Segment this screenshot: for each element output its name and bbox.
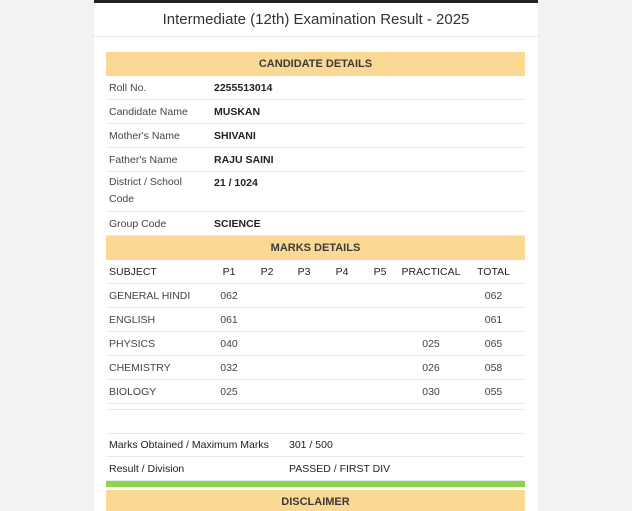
total-cell: 055 [484, 386, 503, 398]
roll-no-value: 2255513014 [214, 82, 273, 94]
column-header: TOTAL [477, 266, 510, 278]
subject-cell: CHEMISTRY [109, 362, 171, 374]
mother-name-value: SHIVANI [214, 130, 256, 142]
column-header: P3 [297, 266, 311, 278]
marks-details-header: MARKS DETAILS [106, 236, 525, 260]
total-cell: 062 [484, 290, 503, 302]
result-division-value: PASSED / FIRST DIV [289, 463, 391, 475]
result-division-row [106, 457, 525, 481]
column-header: P2 [260, 266, 274, 278]
mother-name-row [106, 124, 525, 148]
marks-obtained-label: Marks Obtained / Maximum Marks [109, 439, 269, 451]
table-row [106, 308, 525, 332]
practical-cell: 030 [422, 386, 440, 398]
district-school-value: 21 / 1024 [214, 177, 258, 189]
marks-obtained-value: 301 / 500 [289, 439, 333, 451]
result-division-label: Result / Division [109, 463, 185, 475]
column-header: SUBJECT [109, 266, 157, 278]
disclaimer-header: DISCLAIMER [106, 490, 525, 511]
father-name-row [106, 148, 525, 172]
total-cell: 058 [484, 362, 503, 374]
practical-cell: 025 [422, 338, 440, 350]
subject-cell: BIOLOGY [109, 386, 157, 398]
table-row [106, 332, 525, 356]
table-row [106, 380, 525, 404]
p1-cell: 062 [220, 290, 238, 302]
p1-cell: 061 [220, 314, 238, 326]
table-row [106, 356, 525, 380]
field-label: District / School Code [109, 176, 182, 205]
spacer-row [106, 410, 525, 434]
subject-cell: GENERAL HINDI [109, 290, 191, 302]
field-label: Roll No. [109, 82, 147, 94]
subject-cell: ENGLISH [109, 314, 156, 326]
roll-no-row [106, 76, 525, 100]
column-header: PRACTICAL [401, 266, 461, 278]
field-label: Candidate Name [109, 106, 188, 118]
total-cell: 065 [484, 338, 503, 350]
p1-cell: 032 [220, 362, 238, 374]
table-row [106, 284, 525, 308]
column-header: P4 [335, 266, 349, 278]
p1-cell: 025 [220, 386, 238, 398]
page-title: Intermediate (12th) Examination Result - 2025 [94, 3, 538, 37]
father-name-value: RAJU SAINI [214, 154, 274, 166]
total-cell: 061 [484, 314, 503, 326]
practical-cell: 026 [422, 362, 440, 374]
group-code-row [106, 212, 525, 236]
p1-cell: 040 [220, 338, 238, 350]
candidate-details-header: CANDIDATE DETAILS [106, 52, 525, 76]
district-school-row [106, 172, 525, 212]
marks-table-header [106, 260, 525, 284]
column-header: P1 [222, 266, 236, 278]
group-code-value: SCIENCE [214, 218, 261, 230]
field-label: Group Code [109, 218, 167, 230]
candidate-name-row [106, 100, 525, 124]
field-label: Mother's Name [109, 130, 180, 142]
pass-status-bar [106, 481, 525, 487]
result-card [94, 0, 538, 511]
subject-cell: PHYSICS [109, 338, 156, 350]
field-label: Father's Name [109, 154, 178, 166]
column-header: P5 [373, 266, 387, 278]
candidate-name-value: MUSKAN [214, 106, 261, 118]
marks-obtained-row [106, 434, 525, 457]
